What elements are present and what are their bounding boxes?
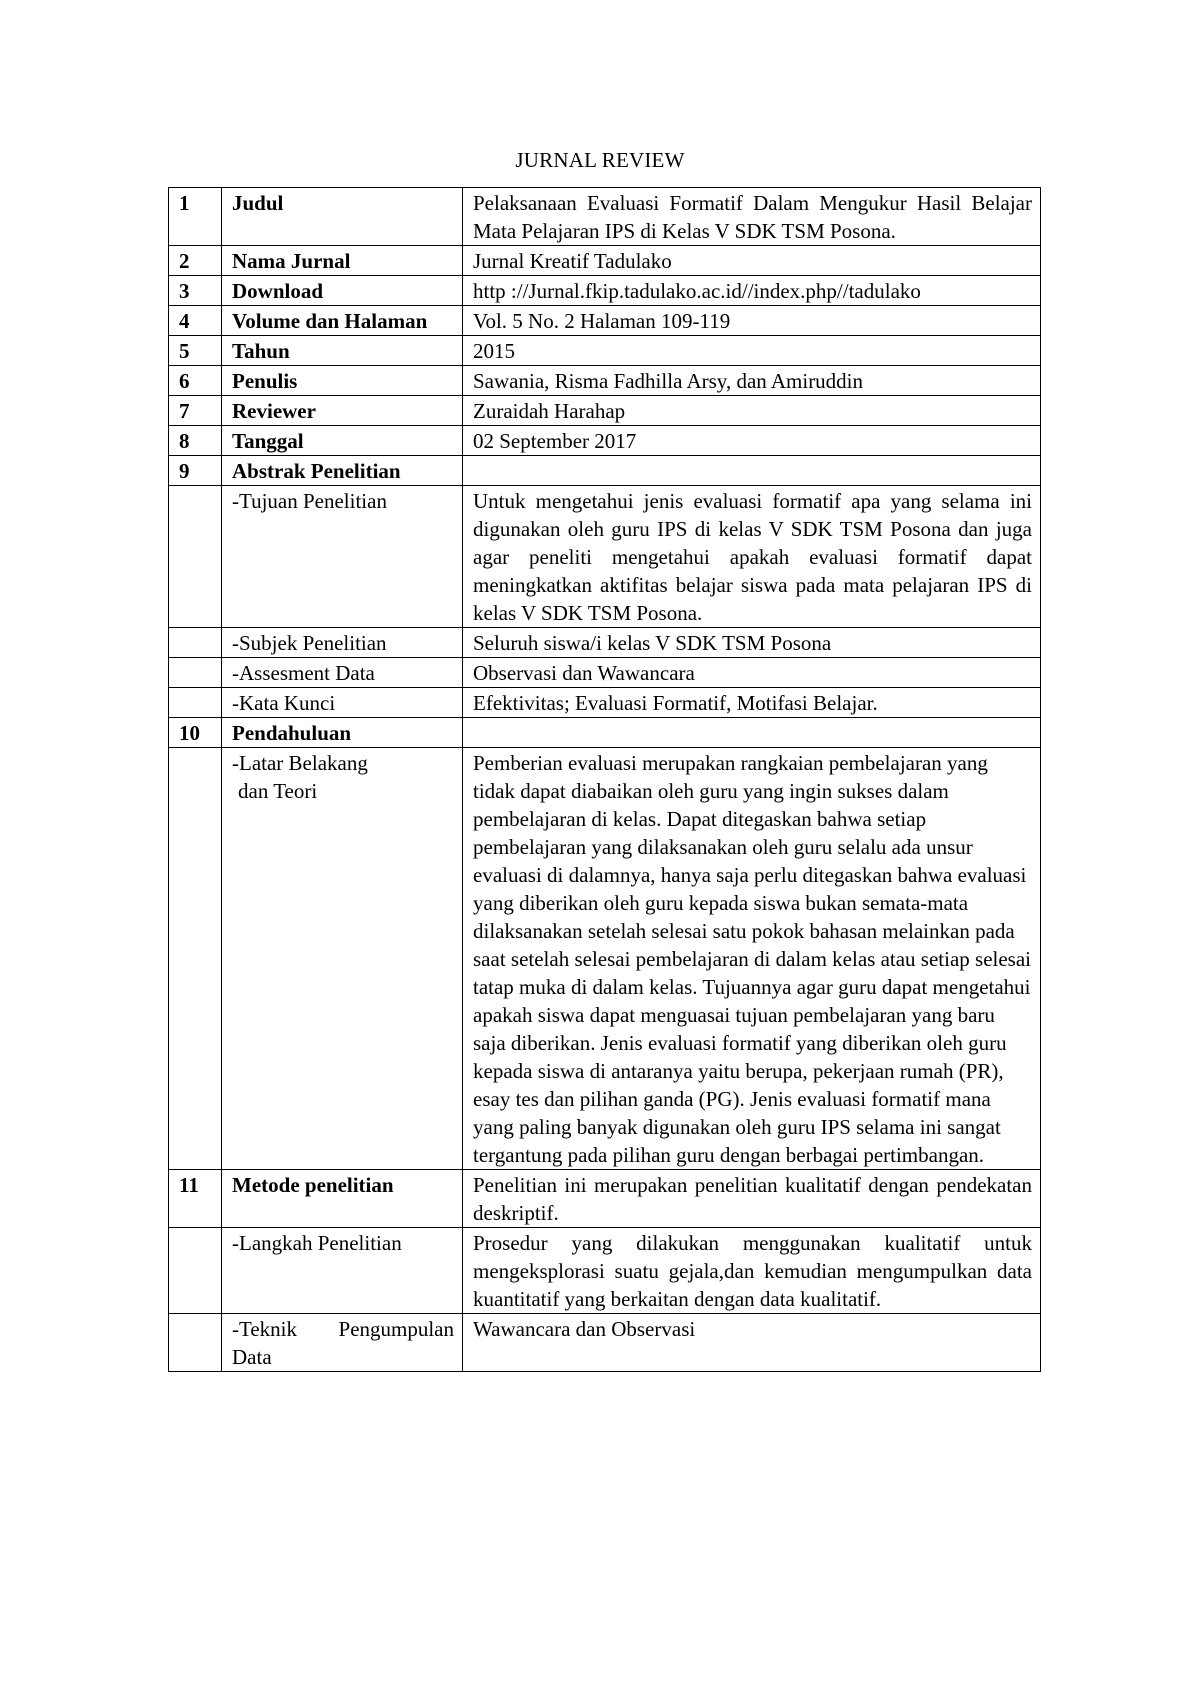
row-value: Pelaksanaan Evaluasi Formatif Dalam Mengukur Hasil Belajar Mata Pelajaran IPS di Kelas V SDK TSM Posona. (463, 188, 1041, 246)
row-value: Untuk mengetahui jenis evaluasi formatif apa yang selama ini digunakan oleh guru IPS di kelas V SDK TSM Posona dan juga agar peneliti mengetahui apakah evaluasi formatif dapat meningkatkan aktifitas belajar siswa pada mata pelajaran IPS di kelas V SDK TSM Posona. (463, 486, 1041, 628)
row-value: Sawania, Risma Fadhilla Arsy, dan Amiruddin (463, 366, 1041, 396)
row-label: -Langkah Penelitian (222, 1228, 463, 1314)
row-label: Nama Jurnal (222, 246, 463, 276)
table-row-tujuan (169, 486, 1041, 628)
row-value (463, 456, 1041, 486)
table-row-penulis (169, 366, 1041, 396)
row-label: -Subjek Penelitian (222, 628, 463, 658)
row-label: Tahun (222, 336, 463, 366)
table-row-langkah (169, 1228, 1041, 1314)
row-value: Prosedur yang dilakukan menggunakan kualitatif untuk mengeksplorasi suatu gejala,dan kemudian mengumpulkan data kuantitatif yang berkaitan dengan data kualitatif. (463, 1228, 1041, 1314)
table-row-latar (169, 748, 1041, 1170)
row-label: -Assesment Data (222, 658, 463, 688)
document-title: JURNAL REVIEW (515, 148, 685, 172)
row-number: 9 (169, 456, 222, 486)
row-number-empty (169, 688, 222, 718)
row-value: Jurnal Kreatif Tadulako (463, 246, 1041, 276)
row-number: 7 (169, 396, 222, 426)
row-number: 5 (169, 336, 222, 366)
review-table (168, 187, 1041, 1372)
row-value: Pemberian evaluasi merupakan rangkaian pembelajaran yang tidak dapat diabaikan oleh guru yang ingin sukses dalam pembelajaran di kelas. Dapat ditegaskan bahwa setiap pembelajaran yang dilaksanakan oleh guru selalu ada unsur evaluasi di dalamnya, hanya saja perlu ditegaskan bahwa evaluasi yang diberikan oleh guru kepada siswa bukan semata-mata dilaksanakan setelah selesai satu pokok bahasan melainkan pada saat setelah selesai pembelajaran di dalam kelas atau setiap selesai tatap muka di dalam kelas. Tujuannya agar guru dapat mengetahui apakah siswa dapat menguasai tujuan pembelajaran yang baru saja diberikan. Jenis evaluasi formatif yang diberikan oleh guru kepada siswa di antaranya yaitu berupa, pekerjaan rumah (PR), esay tes dan pilihan ganda (PG). Jenis evaluasi formatif mana yang paling banyak digunakan oleh guru IPS selama ini sangat tergantung pada pilihan guru dengan berbagai pertimbangan. (463, 748, 1041, 1170)
row-label: Metode penelitian (222, 1170, 463, 1228)
row-label: -Kata Kunci (222, 688, 463, 718)
row-label: Abstrak Penelitian (222, 456, 463, 486)
row-value: Observasi dan Wawancara (463, 658, 1041, 688)
row-number-empty (169, 486, 222, 628)
row-label: Judul (222, 188, 463, 246)
row-label: Pendahuluan (222, 718, 463, 748)
row-value: Vol. 5 No. 2 Halaman 109-119 (463, 306, 1041, 336)
row-number: 1 (169, 188, 222, 246)
table-row-metode (169, 1170, 1041, 1228)
row-label: Download (222, 276, 463, 306)
row-number-empty (169, 748, 222, 1170)
row-number: 11 (169, 1170, 222, 1228)
row-value: Wawancara dan Observasi (463, 1314, 1041, 1372)
table-row-pendahuluan (169, 718, 1041, 748)
row-number: 2 (169, 246, 222, 276)
table-row-subjek (169, 628, 1041, 658)
table-row-assesment (169, 658, 1041, 688)
table-row-nama-jurnal (169, 246, 1041, 276)
row-value (463, 718, 1041, 748)
row-number-empty (169, 1228, 222, 1314)
row-label: -Tujuan Penelitian (222, 486, 463, 628)
table-row-download (169, 276, 1041, 306)
row-number: 3 (169, 276, 222, 306)
row-value: 02 September 2017 (463, 426, 1041, 456)
row-label (222, 748, 463, 1170)
table-row-abstrak (169, 456, 1041, 486)
row-label: -Teknik Pengumpulan Data (222, 1314, 463, 1372)
row-number: 4 (169, 306, 222, 336)
table-row-kata-kunci (169, 688, 1041, 718)
table-row-tanggal (169, 426, 1041, 456)
table-row-teknik (169, 1314, 1041, 1372)
row-number-empty (169, 658, 222, 688)
row-value: Seluruh siswa/i kelas V SDK TSM Posona (463, 628, 1041, 658)
table-row-reviewer (169, 396, 1041, 426)
row-label: Tanggal (222, 426, 463, 456)
row-label: Reviewer (222, 396, 463, 426)
row-label-line: -Latar Belakang (232, 751, 368, 775)
row-number: 10 (169, 718, 222, 748)
row-label: Volume dan Halaman (222, 306, 463, 336)
table-row-tahun (169, 336, 1041, 366)
row-number: 8 (169, 426, 222, 456)
row-value: 2015 (463, 336, 1041, 366)
row-label: Penulis (222, 366, 463, 396)
row-label-line: dan Teori (238, 779, 318, 803)
table-row-judul (169, 188, 1041, 246)
row-value: Zuraidah Harahap (463, 396, 1041, 426)
row-value: Efektivitas; Evaluasi Formatif, Motifasi Belajar. (463, 688, 1041, 718)
row-number-empty (169, 628, 222, 658)
table-row-volume (169, 306, 1041, 336)
row-value: Penelitian ini merupakan penelitian kualitatif dengan pendekatan deskriptif. (463, 1170, 1041, 1228)
row-number: 6 (169, 366, 222, 396)
download-link[interactable]: http ://Jurnal.fkip.tadulako.ac.id//index.php//tadulako (463, 276, 1041, 306)
row-number-empty (169, 1314, 222, 1372)
